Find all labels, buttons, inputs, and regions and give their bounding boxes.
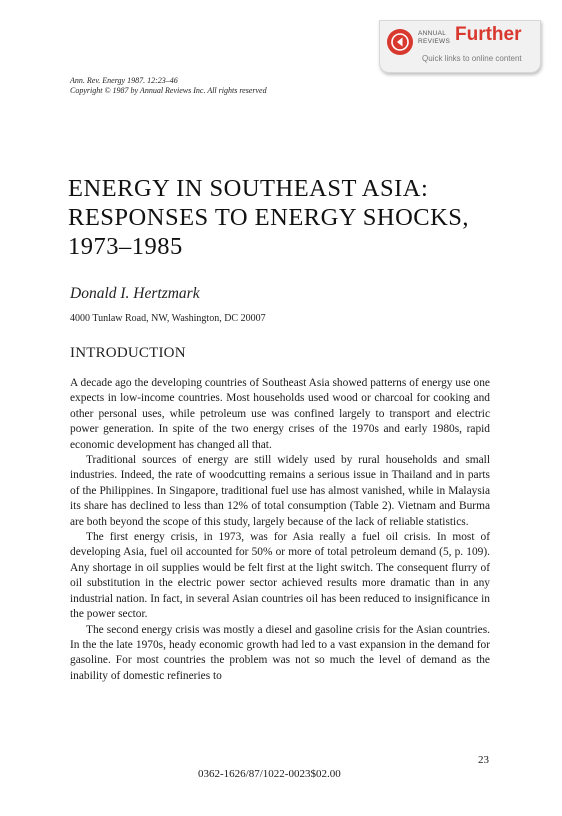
footer-code: 0362-1626/87/1022-0023$02.00 xyxy=(198,768,341,780)
further-brand[interactable]: Further xyxy=(455,24,522,45)
paragraph-2: Traditional sources of energy are still widely used by rural households and small industries. Indeed, the rate of woodcutting remains a serious issue in Thailand and in parts of the Philippines. In Singapore, traditional fuel use has almost vanished, while in Malaysia its share has declined to less than 12% of total consumption (Table 2). Vietnam and Burma are both beyond the scope of this study, largely because of the lack of reliable statistics. xyxy=(70,454,490,528)
title-line-1: ENERGY IN SOUTHEAST ASIA: xyxy=(68,175,429,202)
citation-copyright: Copyright © 1987 by Annual Reviews Inc. All rights reserved xyxy=(70,85,267,95)
citation-journal: Ann. Rev. Energy 1987. 12:23–46 xyxy=(70,76,178,85)
play-arrow-icon[interactable] xyxy=(387,29,413,55)
reviews-label: REVIEWS xyxy=(418,37,451,45)
title-line-2: RESPONSES TO ENERGY SHOCKS, xyxy=(68,204,470,231)
paragraph-3: The first energy crisis, in 1973, was for Asia really a fuel oil crisis. In most of developing Asia, fuel oil accounted for 50% or more of total petroleum demand (5, p. 109). Any shortage in oil supplies would be felt first at the light switch. The consequent flurry of oil substitution in the electric power sector achieved results more dramatic than in any industrial nation. In fact, in several Asian countries oil has been reduced to insignificance in the power sector. xyxy=(70,531,490,621)
author-name: Donald I. Hertzmark xyxy=(70,285,200,302)
annual-reviews-further-badge[interactable] xyxy=(379,20,541,73)
title-line-3: 1973–1985 xyxy=(68,233,183,260)
body-text xyxy=(70,376,490,684)
annual-reviews-label xyxy=(418,30,450,45)
section-heading-introduction: INTRODUCTION xyxy=(70,345,186,361)
annual-label: ANNUAL xyxy=(418,30,447,37)
paragraph-4: The second energy crisis was mostly a diesel and gasoline crisis for the Asian countries. In the the late 1970s, heady economic growth had led to a vast expansion in the demand for gasoline. For most countries the problem was not so much the level of demand as the inability of domestic refineries to xyxy=(70,623,490,682)
paragraph-1: A decade ago the developing countries of Southeast Asia showed patterns of energy use one expects in low-income countries. Most households used wood or charcoal for cooking and other personal uses, while petroleum use was confined largely to transport and electric power generation. In spite of the two energy crises of the 1970s and early 1980s, rapid economic development has changed all that. xyxy=(70,377,490,451)
article-title xyxy=(68,174,469,261)
author-address: 4000 Tunlaw Road, NW, Washington, DC 20007 xyxy=(70,313,266,324)
citation-block xyxy=(70,76,267,95)
badge-subtitle[interactable]: Quick links to online content xyxy=(422,54,522,63)
page-number: 23 xyxy=(478,754,489,766)
